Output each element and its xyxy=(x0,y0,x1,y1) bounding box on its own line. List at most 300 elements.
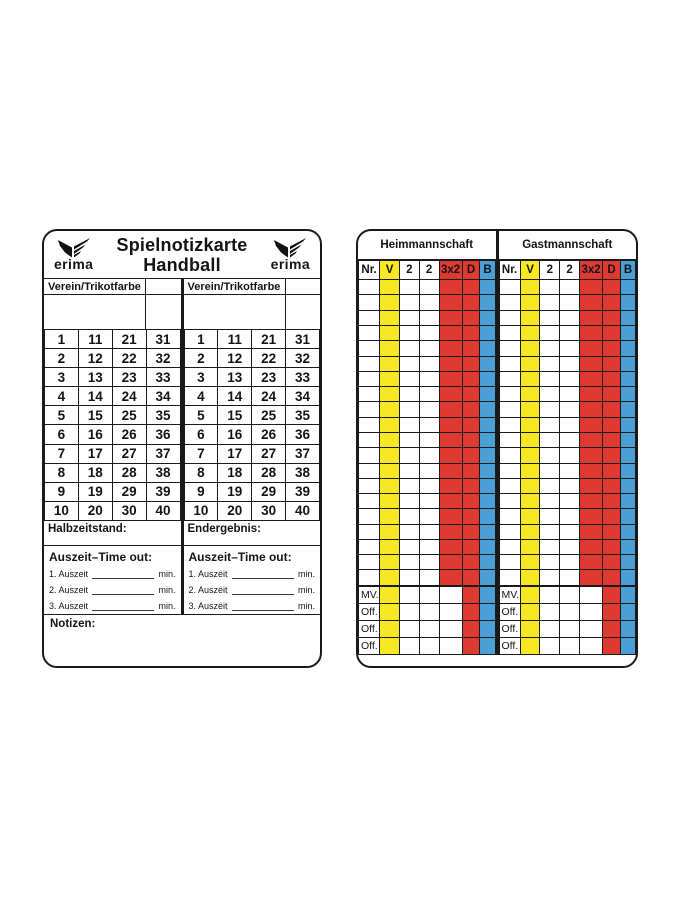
tally-cell-2 xyxy=(399,325,419,340)
tally-cell-2 xyxy=(560,417,580,432)
goal-number-row xyxy=(184,406,320,425)
tally-cell-nr. xyxy=(359,494,380,509)
tally-cell-d xyxy=(462,432,480,447)
erima-bird-icon xyxy=(272,238,308,258)
player-tally-row xyxy=(499,509,636,524)
tally-cell-3x2 xyxy=(439,417,462,432)
tally-cell-nr. xyxy=(359,570,380,586)
tally-cell-b xyxy=(620,524,635,539)
goal-number-cell: 22 xyxy=(252,349,286,368)
column-header-2: 2 xyxy=(399,261,419,280)
goal-number-cell: 32 xyxy=(286,349,320,368)
column-header-v: V xyxy=(520,261,540,280)
goal-number-cell: 11 xyxy=(78,330,112,349)
tally-cell-b xyxy=(620,371,635,386)
column-header-b: B xyxy=(620,261,635,280)
tally-cell-3x2 xyxy=(439,603,462,620)
tally-cell-d xyxy=(462,555,480,570)
tally-cell-nr. xyxy=(359,387,380,402)
min-label: min. xyxy=(158,585,176,595)
tally-cell-3x2 xyxy=(580,417,603,432)
tally-cell-d xyxy=(462,371,480,386)
tally-cell-3x2 xyxy=(580,620,603,637)
goal-number-cell: 18 xyxy=(218,463,252,482)
tally-cell-v xyxy=(380,555,400,570)
tally-cell-b xyxy=(480,570,495,586)
tally-cell-3x2 xyxy=(439,310,462,325)
player-tally-row xyxy=(359,310,496,325)
min-label: min. xyxy=(297,601,315,611)
tally-cell-v xyxy=(380,387,400,402)
tally-cell-b xyxy=(620,620,635,637)
goal-number-row xyxy=(45,482,181,501)
tally-cell-v xyxy=(380,295,400,310)
tally-cell-v xyxy=(380,509,400,524)
tally-cell-2 xyxy=(419,448,439,463)
tally-cell-b xyxy=(620,417,635,432)
tally-cell-2 xyxy=(419,341,439,356)
tally-cell-d xyxy=(603,356,621,371)
auszeit-rows xyxy=(49,569,176,611)
tally-cell-v xyxy=(380,603,400,620)
player-tally-row xyxy=(499,555,636,570)
tally-cell-nr. xyxy=(359,325,380,340)
goal-number-cell: 3 xyxy=(184,368,218,387)
goal-number-cell: 16 xyxy=(218,425,252,444)
tally-cell-3x2 xyxy=(580,402,603,417)
tally-cell-nr. xyxy=(499,325,520,340)
tally-cell-b xyxy=(480,637,495,654)
tally-cell-nr. xyxy=(499,432,520,447)
player-tally-row xyxy=(499,280,636,295)
auszeit-row-label: 2. Auszeit xyxy=(188,585,228,595)
player-tally-row xyxy=(359,402,496,417)
tally-cell-d xyxy=(603,371,621,386)
player-tally-row xyxy=(359,570,496,586)
tally-cell-nr. xyxy=(359,448,380,463)
tally-cell-nr. xyxy=(499,310,520,325)
goal-number-row xyxy=(184,463,320,482)
goal-number-cell: 31 xyxy=(286,330,320,349)
official-row-label: MV. xyxy=(499,586,520,604)
tally-cell-d xyxy=(462,310,480,325)
tally-cell-2 xyxy=(399,356,419,371)
official-row-label: Off. xyxy=(499,620,520,637)
goal-number-grid xyxy=(44,329,181,521)
tally-cell-2 xyxy=(399,570,419,586)
tally-cell-d xyxy=(462,387,480,402)
tally-cell-2 xyxy=(540,356,560,371)
tally-cell-3x2 xyxy=(580,586,603,604)
player-tally-row xyxy=(359,341,496,356)
tally-cell-v xyxy=(520,295,540,310)
goal-number-cell: 8 xyxy=(184,463,218,482)
tally-cell-v xyxy=(380,494,400,509)
tally-cell-v xyxy=(520,637,540,654)
tally-cell-nr. xyxy=(499,570,520,586)
auszeit-row-label: 3. Auszeit xyxy=(49,601,89,611)
tally-cell-b xyxy=(620,280,635,295)
player-tally-row xyxy=(499,524,636,539)
tally-cell-3x2 xyxy=(439,637,462,654)
tally-cell-2 xyxy=(540,448,560,463)
player-tally-row xyxy=(499,448,636,463)
tally-cell-2 xyxy=(540,310,560,325)
tally-cell-v xyxy=(520,539,540,554)
tally-cell-2 xyxy=(399,509,419,524)
tally-cell-3x2 xyxy=(439,387,462,402)
tally-cell-2 xyxy=(540,555,560,570)
tally-cell-d xyxy=(462,570,480,586)
tally-cell-d xyxy=(603,539,621,554)
official-row-label: Off. xyxy=(499,637,520,654)
tally-cell-b xyxy=(620,402,635,417)
auszeit-row xyxy=(189,585,316,595)
tally-cell-v xyxy=(520,509,540,524)
tally-cell-2 xyxy=(540,586,560,604)
goal-number-cell: 12 xyxy=(218,349,252,368)
tally-cell-2 xyxy=(560,478,580,493)
tally-cell-2 xyxy=(560,402,580,417)
goal-number-cell: 24 xyxy=(252,387,286,406)
tally-cell-2 xyxy=(540,463,560,478)
tally-cell-2 xyxy=(419,371,439,386)
auszeit-row xyxy=(49,569,176,579)
erima-logo-right xyxy=(271,238,310,271)
tally-cell-2 xyxy=(399,310,419,325)
goal-number-cell: 27 xyxy=(112,444,146,463)
tally-cell-nr. xyxy=(499,371,520,386)
tally-cell-nr. xyxy=(359,341,380,356)
tally-cell-v xyxy=(380,280,400,295)
tally-cell-v xyxy=(520,417,540,432)
tally-cell-nr. xyxy=(359,295,380,310)
tally-cell-b xyxy=(620,494,635,509)
tally-cell-b xyxy=(620,509,635,524)
tally-cell-3x2 xyxy=(580,524,603,539)
tally-cell-b xyxy=(480,603,495,620)
column-header-3x2: 3x2 xyxy=(580,261,603,280)
auszeit-row xyxy=(49,585,176,595)
tally-cell-d xyxy=(462,402,480,417)
tally-cell-d xyxy=(603,463,621,478)
goal-number-row xyxy=(184,444,320,463)
goal-number-row xyxy=(184,425,320,444)
goal-number-cell: 21 xyxy=(112,330,146,349)
player-tally-row xyxy=(359,295,496,310)
tally-cell-b xyxy=(480,463,495,478)
tally-cell-2 xyxy=(540,417,560,432)
tally-cell-nr. xyxy=(359,417,380,432)
fill-in-line xyxy=(92,602,154,611)
penalty-tally-grid-guest xyxy=(499,260,637,655)
tally-cell-2 xyxy=(399,555,419,570)
erima-bird-icon xyxy=(56,238,92,258)
tally-cell-v xyxy=(380,325,400,340)
tally-cell-2 xyxy=(560,524,580,539)
tally-cell-2 xyxy=(419,586,439,604)
fill-in-line xyxy=(92,586,154,595)
tally-cell-d xyxy=(603,603,621,620)
min-label: min. xyxy=(297,569,315,579)
goal-number-cell: 36 xyxy=(286,425,320,444)
tally-cell-nr. xyxy=(359,432,380,447)
tally-cell-b xyxy=(480,417,495,432)
goal-number-cell: 29 xyxy=(252,482,286,501)
goal-number-cell: 7 xyxy=(45,444,79,463)
player-tally-row xyxy=(359,387,496,402)
home-score-half xyxy=(44,279,184,614)
tally-cell-b xyxy=(480,371,495,386)
trikotfarbe-entry-cell xyxy=(286,295,320,329)
tally-cell-2 xyxy=(399,432,419,447)
tally-header-row xyxy=(359,261,496,280)
tally-cell-2 xyxy=(540,494,560,509)
tally-cell-2 xyxy=(560,637,580,654)
tally-cell-3x2 xyxy=(439,341,462,356)
column-header-d: D xyxy=(462,261,480,280)
tally-cell-b xyxy=(620,637,635,654)
tally-cell-2 xyxy=(419,637,439,654)
tally-cell-3x2 xyxy=(439,509,462,524)
tally-cell-2 xyxy=(399,603,419,620)
tally-cell-2 xyxy=(540,539,560,554)
tally-cell-2 xyxy=(540,280,560,295)
tally-cell-nr. xyxy=(359,280,380,295)
goal-number-cell: 8 xyxy=(45,463,79,482)
tally-cell-d xyxy=(603,341,621,356)
tally-cell-d xyxy=(603,310,621,325)
tally-cell-nr. xyxy=(359,402,380,417)
tally-cell-2 xyxy=(399,478,419,493)
card-title xyxy=(116,235,247,275)
tally-cell-d xyxy=(603,448,621,463)
erima-logo-text: erima xyxy=(54,256,94,272)
tally-cell-d xyxy=(462,295,480,310)
trikotfarbe-entry-cell xyxy=(146,295,180,329)
tally-cell-d xyxy=(603,325,621,340)
tally-cell-3x2 xyxy=(439,570,462,586)
tally-header-row xyxy=(499,261,636,280)
player-tally-row xyxy=(499,432,636,447)
tally-cell-2 xyxy=(399,341,419,356)
goal-number-cell: 35 xyxy=(286,406,320,425)
goal-number-cell: 40 xyxy=(286,501,320,520)
tally-cell-d xyxy=(603,620,621,637)
tally-cell-v xyxy=(520,310,540,325)
auszeit-row xyxy=(49,601,176,611)
goal-number-row xyxy=(184,349,320,368)
tally-cell-v xyxy=(520,478,540,493)
goal-number-cell: 20 xyxy=(218,501,252,520)
tally-cell-3x2 xyxy=(580,478,603,493)
goal-number-cell: 27 xyxy=(252,444,286,463)
tally-cell-v xyxy=(520,432,540,447)
goal-number-cell: 32 xyxy=(146,349,180,368)
goal-number-cell: 33 xyxy=(146,368,180,387)
tally-cell-b xyxy=(620,570,635,586)
tally-cell-d xyxy=(462,539,480,554)
official-row-label: Off. xyxy=(359,637,380,654)
tally-cell-nr. xyxy=(499,417,520,432)
player-tally-row xyxy=(499,356,636,371)
goal-number-cell: 9 xyxy=(184,482,218,501)
goal-number-cell: 25 xyxy=(252,406,286,425)
goal-number-cell: 23 xyxy=(112,368,146,387)
title-line-1: Spielnotizkarte xyxy=(116,234,248,255)
notizen-section xyxy=(44,614,320,666)
player-tally-row xyxy=(359,524,496,539)
tally-cell-2 xyxy=(560,310,580,325)
official-row xyxy=(499,637,636,654)
tally-cell-b xyxy=(480,432,495,447)
player-tally-row xyxy=(359,280,496,295)
tally-cell-d xyxy=(603,402,621,417)
tally-cell-b xyxy=(480,478,495,493)
tally-cell-v xyxy=(380,356,400,371)
goal-number-cell: 5 xyxy=(45,406,79,425)
tally-cell-2 xyxy=(560,295,580,310)
tally-cell-2 xyxy=(419,432,439,447)
tally-cell-b xyxy=(480,524,495,539)
goal-number-cell: 17 xyxy=(78,444,112,463)
tally-cell-3x2 xyxy=(580,280,603,295)
tally-cell-3x2 xyxy=(580,555,603,570)
tally-cell-v xyxy=(380,478,400,493)
tally-cell-2 xyxy=(560,371,580,386)
min-label: min. xyxy=(158,601,176,611)
auszeit-heading: Auszeit–Time out: xyxy=(188,550,292,564)
goal-number-cell: 35 xyxy=(146,406,180,425)
goal-number-cell: 33 xyxy=(286,368,320,387)
tally-cell-v xyxy=(380,402,400,417)
official-row-label: MV. xyxy=(359,586,380,604)
official-row xyxy=(499,586,636,604)
tally-cell-v xyxy=(380,432,400,447)
tally-cell-2 xyxy=(419,463,439,478)
goal-number-cell: 26 xyxy=(112,425,146,444)
tally-cell-2 xyxy=(419,478,439,493)
player-tally-row xyxy=(359,539,496,554)
official-row-label: Off. xyxy=(359,620,380,637)
tally-cell-nr. xyxy=(499,524,520,539)
tally-cell-2 xyxy=(399,637,419,654)
tally-cell-b xyxy=(620,603,635,620)
tally-cell-2 xyxy=(399,402,419,417)
tally-cell-2 xyxy=(560,387,580,402)
verein-label: Verein/Trikotfarbe xyxy=(44,279,146,295)
tally-cell-v xyxy=(520,463,540,478)
tally-cell-2 xyxy=(540,620,560,637)
goal-number-cell: 3 xyxy=(45,368,79,387)
tally-cell-b xyxy=(620,463,635,478)
tally-cell-3x2 xyxy=(580,295,603,310)
tally-cell-d xyxy=(462,494,480,509)
tally-cell-2 xyxy=(540,387,560,402)
tally-cell-d xyxy=(603,280,621,295)
tally-cell-d xyxy=(462,463,480,478)
tally-cell-d xyxy=(462,356,480,371)
tally-cell-2 xyxy=(560,620,580,637)
column-header-3x2: 3x2 xyxy=(439,261,462,280)
tally-cell-v xyxy=(520,555,540,570)
player-tally-row xyxy=(499,371,636,386)
goal-number-cell: 26 xyxy=(252,425,286,444)
tally-cell-nr. xyxy=(499,494,520,509)
tally-cell-b xyxy=(620,555,635,570)
tally-cell-3x2 xyxy=(580,341,603,356)
verein-entry-cell xyxy=(44,295,146,329)
goal-number-cell: 10 xyxy=(45,501,79,520)
tally-cell-2 xyxy=(399,539,419,554)
tally-cell-b xyxy=(620,310,635,325)
tally-cell-2 xyxy=(540,524,560,539)
auszeit-row-label: 3. Auszeit xyxy=(188,601,228,611)
tally-cell-2 xyxy=(560,603,580,620)
goal-number-cell: 25 xyxy=(112,406,146,425)
player-tally-row xyxy=(499,341,636,356)
tally-cell-2 xyxy=(560,539,580,554)
auszeit-row-label: 1. Auszeit xyxy=(49,569,89,579)
notizen-label: Notizen: xyxy=(50,618,96,630)
endergebnis-row xyxy=(184,521,321,546)
tally-cell-b xyxy=(620,341,635,356)
goal-number-cell: 39 xyxy=(286,482,320,501)
tally-cell-b xyxy=(480,539,495,554)
tally-cell-d xyxy=(462,325,480,340)
verein-block xyxy=(44,279,181,329)
tally-cell-nr. xyxy=(359,509,380,524)
halbzeitstand-row xyxy=(44,521,181,546)
tally-cell-nr. xyxy=(359,524,380,539)
tally-cell-b xyxy=(480,295,495,310)
goal-number-cell: 40 xyxy=(146,501,180,520)
player-tally-row xyxy=(359,555,496,570)
tally-cell-2 xyxy=(419,295,439,310)
tally-cell-v xyxy=(520,341,540,356)
player-tally-row xyxy=(359,325,496,340)
tally-cell-v xyxy=(380,586,400,604)
tally-cell-b xyxy=(620,448,635,463)
penalty-tally-grid-home xyxy=(358,260,496,655)
tally-cell-v xyxy=(520,387,540,402)
goal-number-cell: 37 xyxy=(146,444,180,463)
tally-cell-2 xyxy=(540,341,560,356)
player-tally-row xyxy=(359,509,496,524)
tally-cell-2 xyxy=(540,509,560,524)
goal-number-row xyxy=(184,501,320,520)
tally-cell-d xyxy=(462,448,480,463)
goal-number-cell: 15 xyxy=(218,406,252,425)
tally-cell-3x2 xyxy=(439,448,462,463)
goal-number-row xyxy=(45,406,181,425)
tally-cell-b xyxy=(480,387,495,402)
tally-cell-2 xyxy=(399,586,419,604)
tally-cell-3x2 xyxy=(580,310,603,325)
trikotfarbe-cell xyxy=(286,279,320,295)
tally-cell-v xyxy=(380,417,400,432)
auszeit-row xyxy=(189,601,316,611)
tally-cell-2 xyxy=(419,494,439,509)
auszeit-row-label: 2. Auszeit xyxy=(49,585,89,595)
tally-cell-2 xyxy=(540,295,560,310)
tally-cell-v xyxy=(380,539,400,554)
tally-cell-3x2 xyxy=(580,356,603,371)
tally-cell-nr. xyxy=(359,555,380,570)
goal-number-cell: 13 xyxy=(78,368,112,387)
tally-cell-d xyxy=(603,509,621,524)
tally-cell-2 xyxy=(419,603,439,620)
